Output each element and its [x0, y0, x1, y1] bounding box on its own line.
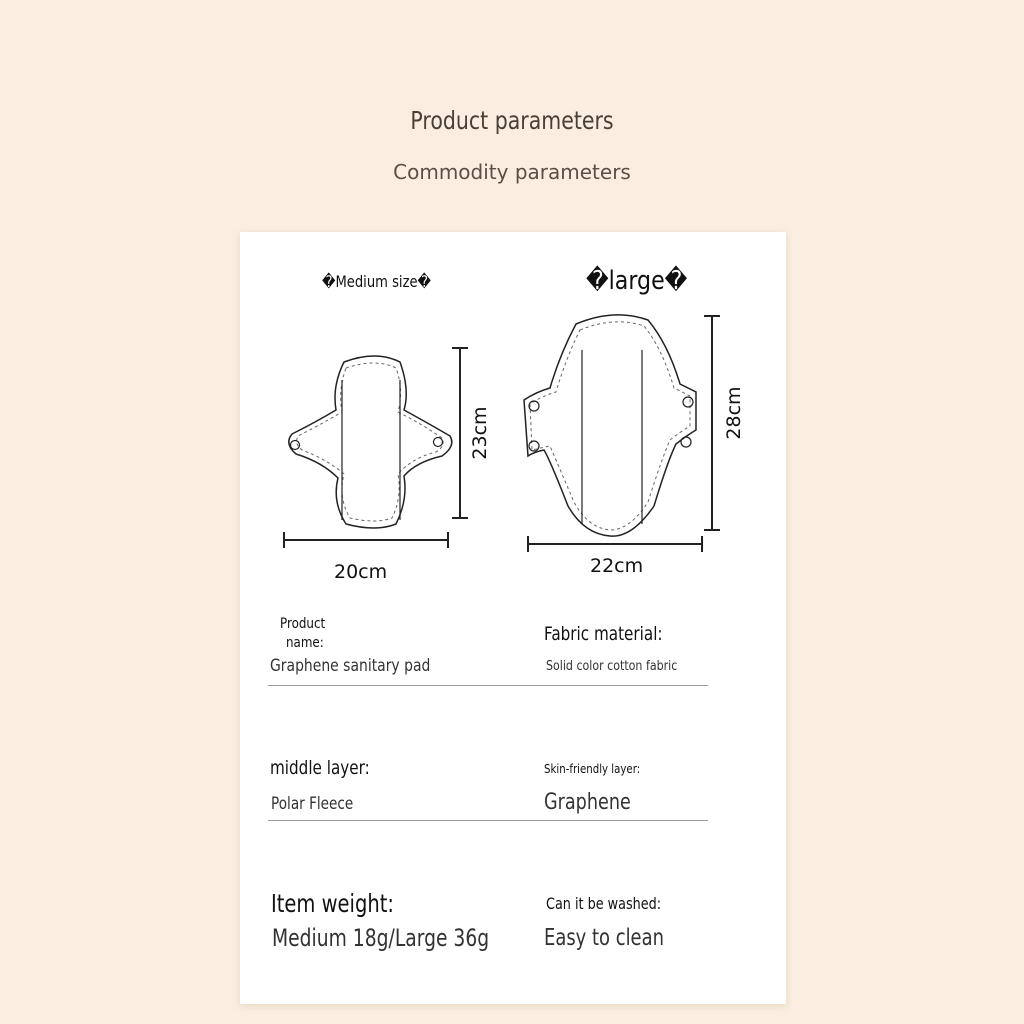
product-name-value: Graphene sanitary pad — [270, 656, 431, 676]
medium-pad-illustration — [276, 350, 476, 550]
large-pad-illustration — [520, 310, 710, 540]
fabric-material-label: Fabric material: — [544, 623, 663, 645]
page-title: Product parameters — [410, 106, 614, 135]
large-height-label: 28cm — [723, 386, 745, 440]
page-subtitle: Commodity parameters — [393, 160, 631, 184]
medium-size-label: �Medium size� — [322, 272, 431, 291]
item-weight-label: Item weight: — [271, 889, 394, 918]
product-name-label-line1: Product — [280, 616, 326, 632]
product-name-label-line2: name: — [286, 635, 324, 651]
large-width-label: 22cm — [590, 555, 644, 577]
large-height-dimension-line — [700, 312, 724, 536]
card-top-edge — [240, 228, 786, 236]
medium-width-dimension-line — [280, 530, 452, 550]
middle-layer-value: Polar Fleece — [271, 794, 354, 814]
snap-button-icon — [434, 438, 443, 447]
washable-label: Can it be washed: — [546, 894, 662, 913]
large-width-dimension-line — [524, 534, 706, 554]
middle-layer-label: middle layer: — [270, 757, 370, 779]
medium-height-label: 23cm — [469, 406, 491, 460]
snap-button-icon — [683, 397, 693, 407]
card-bottom-edge — [240, 1000, 786, 1008]
medium-pad-outline — [289, 356, 452, 528]
fabric-material-value: Solid color cotton fabric — [546, 659, 678, 674]
row-divider — [268, 685, 708, 686]
washable-value: Easy to clean — [544, 925, 664, 951]
snap-button-icon — [291, 441, 300, 450]
skin-friendly-layer-value: Graphene — [544, 790, 631, 815]
item-weight-value: Medium 18g/Large 36g — [272, 924, 490, 952]
row-divider — [268, 820, 708, 821]
large-size-label: �large� — [586, 266, 688, 296]
medium-width-label: 20cm — [334, 561, 388, 583]
skin-friendly-layer-label: Skin-friendly layer: — [544, 762, 641, 776]
large-pad-outline — [524, 315, 696, 536]
snap-button-icon — [681, 437, 691, 447]
